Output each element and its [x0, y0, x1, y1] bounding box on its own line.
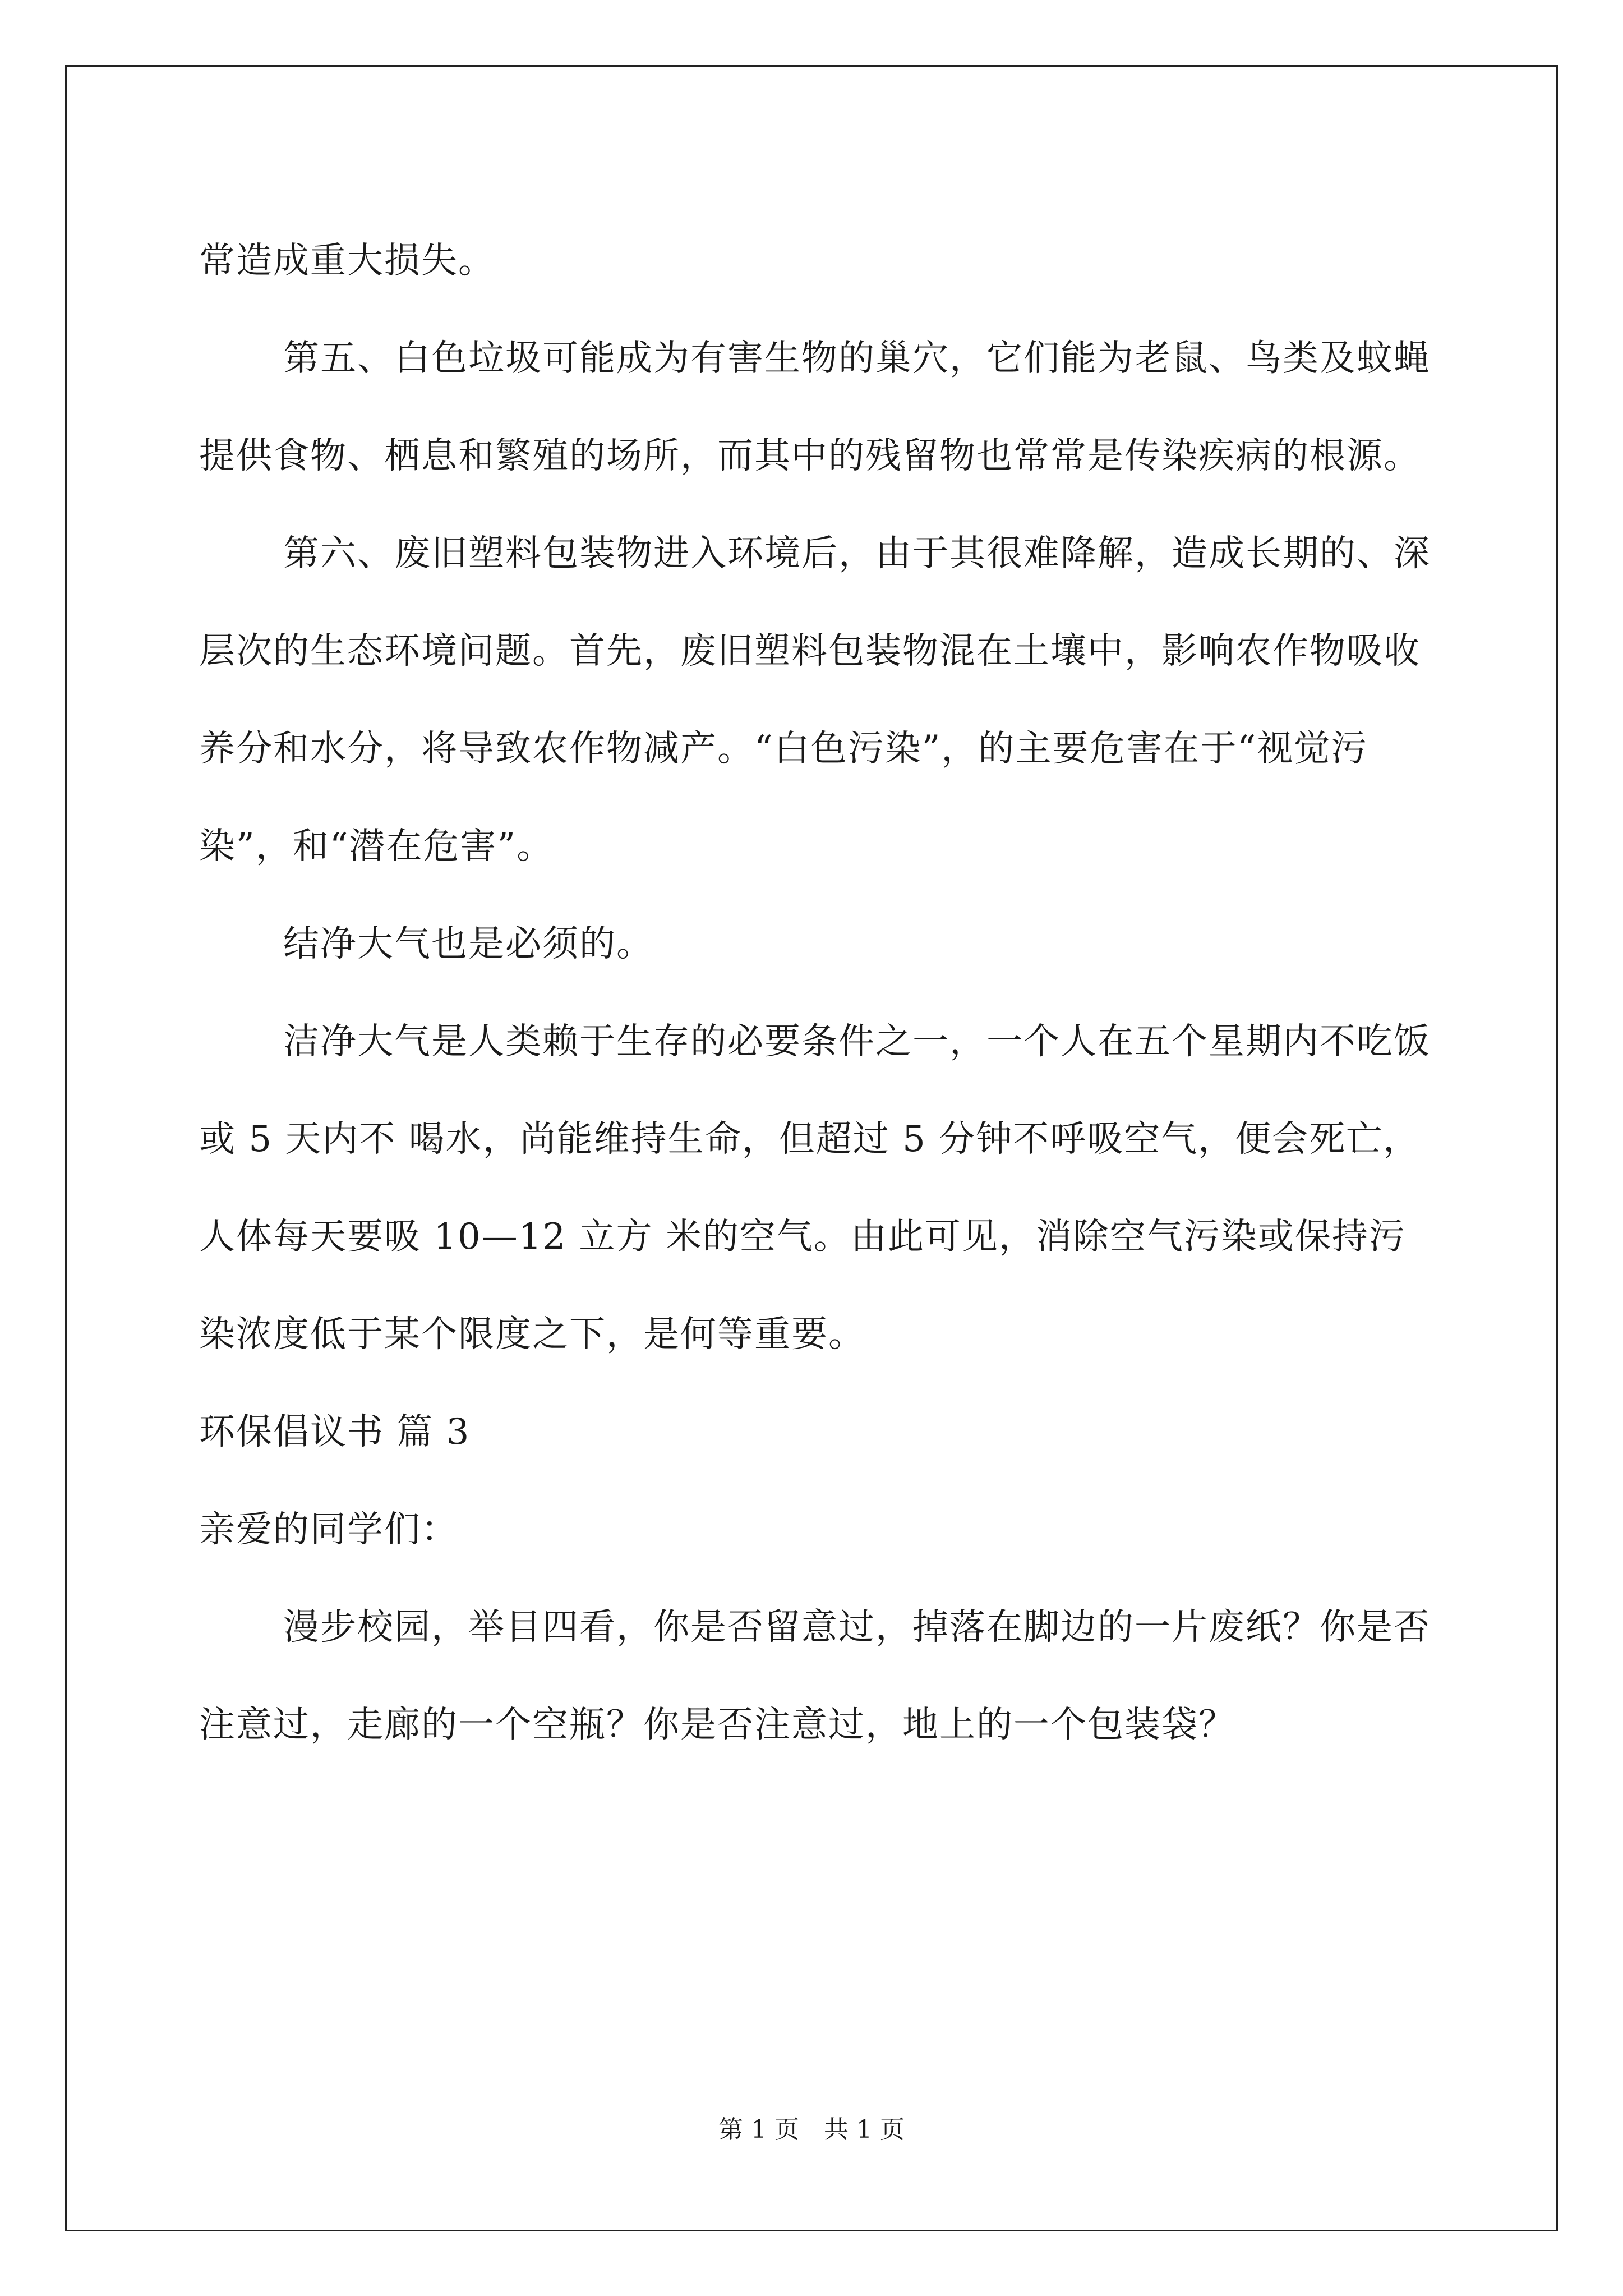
- paragraph-clean-air-heading: 结净大气也是必须的。: [283, 923, 653, 965]
- salutation: 亲爱的同学们：: [199, 1509, 458, 1550]
- paragraph-campus: 漫步校园，举目四看，你是否留意过，掉落在脚边的一片废纸？你是否注意过，走廊的一个空瓶？你是否注意过，地上的一个包装袋？: [199, 1607, 1431, 1746]
- document-body: [199, 212, 1433, 1774]
- page-number-footer: 第 1 页 共 1 页: [718, 2115, 905, 2144]
- paragraph-clean-air: 洁净大气是人类赖于生存的必要条件之一，一个人在五个星期内不吃饭或 5 天内不 喝水，尚能维持生命，但超过 5 分钟不呼吸空气，便会死亡，人体每天要吸 10—12 立方 米的空气。由此可见，消除空气污染或保持污染浓度低于某个限度之下，是何等重要。: [199, 1021, 1431, 1355]
- paragraph-sixth-point: 第六、废旧塑料包装物进入环境后，由于其很难降解，造成长期的、深层次的生态环境问题。首先，废旧塑料包装物混在土壤中，影响农作物吸收养分和水分，将导致农作物减产。“白色污染”，的主要危害在于“视觉污染”，和“潜在危害”。: [199, 533, 1431, 867]
- paragraph-continuation: 常造成重大损失。: [199, 240, 495, 282]
- section-title: 环保倡议书 篇 3: [199, 1411, 471, 1453]
- paragraph-fifth-point: 第五、白色垃圾可能成为有害生物的巢穴，它们能为老鼠、鸟类及蚊蝇提供食物、栖息和繁殖的场所，而其中的残留物也常常是传染疾病的根源。: [199, 338, 1431, 477]
